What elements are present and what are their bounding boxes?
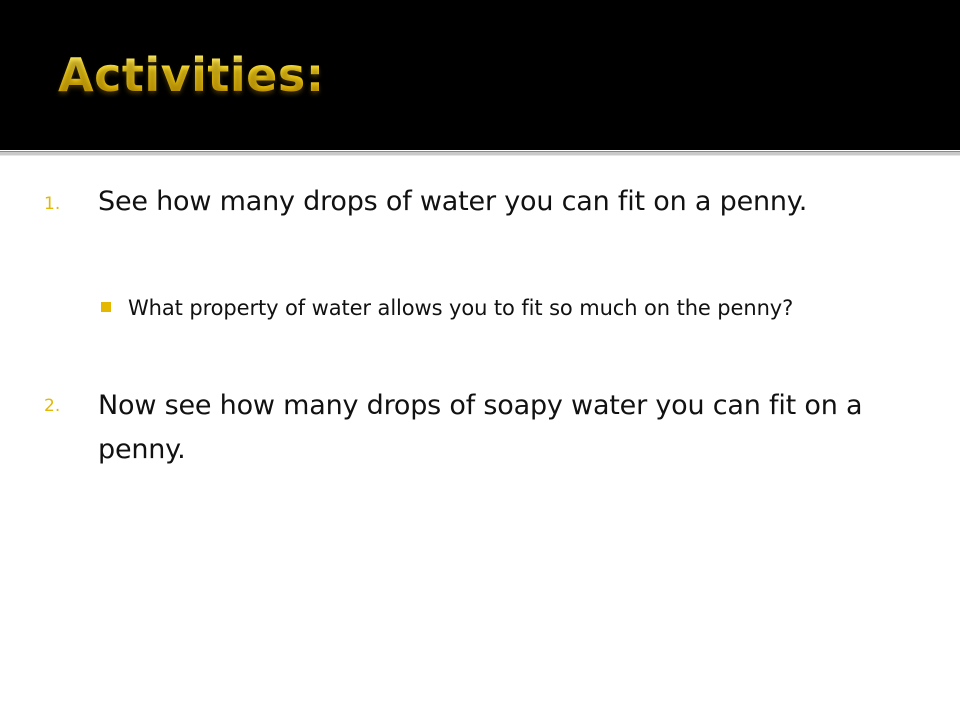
square-bullet-icon <box>101 302 111 312</box>
slide-title: Activities: <box>58 48 325 102</box>
list-item-text: Now see how many drops of soapy water you can fit on a penny. <box>98 390 863 465</box>
list-number-1: 1. <box>44 194 61 214</box>
list-number-2: 2. <box>44 396 61 416</box>
list-item-text: See how many drops of water you can fit on a penny. <box>98 186 808 217</box>
sub-list-item-text: What property of water allows you to fit so much on the penny? <box>128 296 794 320</box>
